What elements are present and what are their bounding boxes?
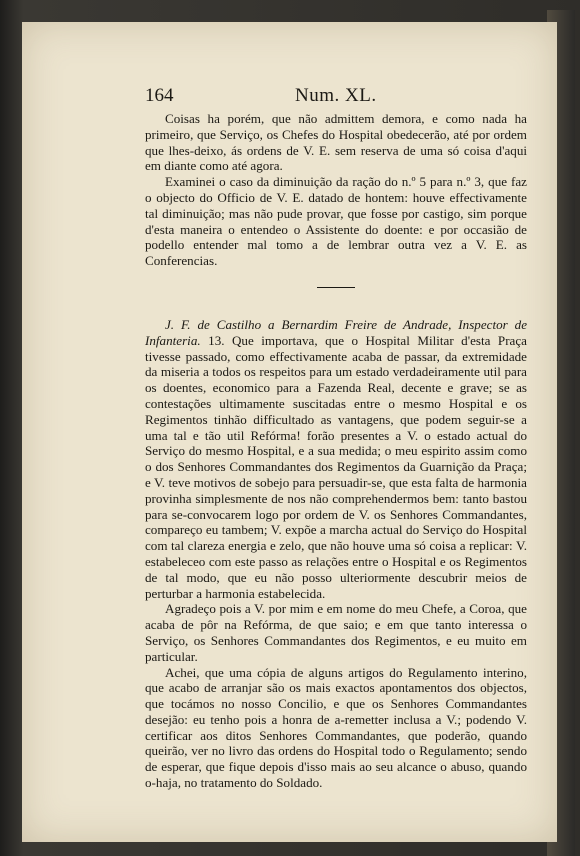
running-head: Num. XL. xyxy=(295,85,377,106)
page-text-block xyxy=(145,86,527,791)
page-header xyxy=(145,86,527,111)
paragraph-3-text: 13. Que importava, que o Hospital Militar d'esta Praça tivesse passado, como effectivamente acaba de passar, da extremidade da miseria a todos os respeitos para um estado verdadeiramente util para os doentes, economico para a Fazenda Real, decente e grave; se as contestações ultimamente suscitadas entre o mesmo Hospital e os Regimentos tinhão difficultado as vantagens, que podem seguir-se a uma tal e tão util Refórma! forão presentes a V. o estado actual do Serviço do mesmo Hospital, e a sua medida; o meu espirito assim como o dos Senhores Commandantes dos Regimentos da Guarnição da Praça; e V. teve motivos de sobejo para persuadir-se, que esta falta de harmonia provinha simplesmente de nos não comprehendermos bem: tanto bastou para se-convocarem logo por ordem de V. os Senhores Commandantes, compareço eu tambem; V. expõe a marcha actual do Serviço do Hospital com tal clareza energia e zelo, que não houve uma só coisa a replicar: V. estabeleceo com este passo as relações entre o Hospital e os Regimentos de tal modo, que eu não posso ulteriormente descubrir meios de perturbar a harmonia estabelecida. xyxy=(145,332,527,601)
paragraph-2: Examinei o caso da diminuição da ração do n.º 5 para n.º 3, que faz o objecto do Officio de V. E. datado de hontem: houve effectivamente tal diminuição; mas não pude provar, que fosse por castigo, sim porque d'esta maneira o entendeo o Assistente do doente: e por occasião de podello entender mal tomo a de lembrar outra vez a V. E. as Conferencias. xyxy=(145,174,527,269)
page-number: 164 xyxy=(145,85,174,106)
paragraph-3 xyxy=(145,317,527,601)
section-rule xyxy=(317,287,355,288)
paragraph-1: Coisas ha porém, que não admittem demora, e como nada ha primeiro, que Serviço, os Chefes do Hospital obedecerão, até por ordem que lhes-deixo, ás ordens de V. E. sem reserva de uma só coisa d'aqui em diante como até agora. xyxy=(145,111,527,174)
letter-heading: J. F. de Castilho a Bernardim Freire de Andrade, Inspector de Infanteria. xyxy=(145,316,527,348)
paragraph-5: Achei, que uma cópia de alguns artigos do Regulamento interino, que acabo de arranjar são os mais exactos apontamentos dos objectos, que tocámos no nosso Concilio, e que os Senhores Commandantes desejão: eu tenho pois a honra de a-remetter inclusa a V.; podendo V. certificar aos ditos Senhores Commandantes, que poderão, quando queirão, ver no livro das ordens do Hospital todo o Regulamento; sendo de esperar, que fique depois d'isso mais ao seu alcance o abuso, quando o-haja, no tratamento do Soldado. xyxy=(145,664,527,791)
paragraph-4: Agradeço pois a V. por mim e em nome do meu Chefe, a Coroa, que acaba de pôr na Refórma, de que saio; e em que tanto interessa o Serviço, os Senhores Commandantes dos Regimentos, e eu muito em particular. xyxy=(145,601,527,664)
